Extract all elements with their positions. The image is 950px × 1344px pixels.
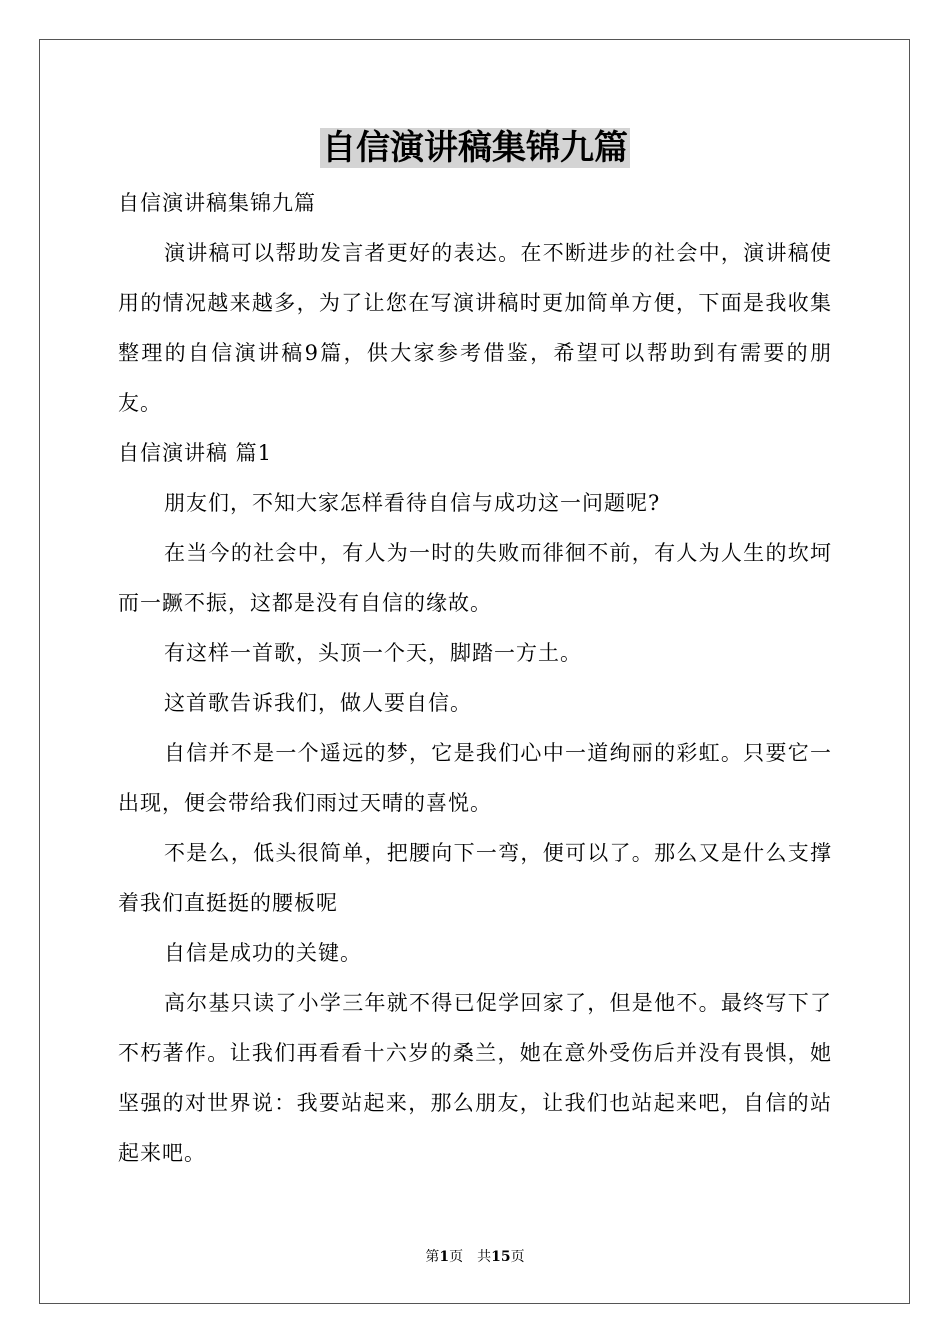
total-pages-number: 15 xyxy=(491,1249,511,1265)
paragraph: 高尔基只读了小学三年就不得已促学回家了，但是他不。最终写下了不朽著作。让我们再看看十六岁的桑兰，她在意外受伤后并没有畏惧，她坚强的对世界说：我要站起来，那么朋友，让我们也站起来吧，自信的站起来吧。 xyxy=(118,991,832,1165)
page-footer xyxy=(0,1247,950,1267)
paragraph: 不是么，低头很简单，把腰向下一弯，便可以了。那么又是什么支撑着我们直挺挺的腰板呢 xyxy=(118,841,832,915)
paragraph: 有这样一首歌，头顶一个天，脚踏一方土。 xyxy=(164,641,582,665)
paragraph: 朋友们，不知大家怎样看待自信与成功这一问题呢? xyxy=(164,491,661,515)
footer-prefix: 第 xyxy=(425,1249,440,1265)
footer-suffix: 页 xyxy=(510,1249,525,1265)
paragraph: 这首歌告诉我们，做人要自信。 xyxy=(164,691,472,715)
paragraph: 在当今的社会中，有人为一时的失败而徘徊不前，有人为人生的坎坷而一蹶不振，这都是没有自信的缘故。 xyxy=(118,541,832,615)
footer-middle: 页 共 xyxy=(449,1249,492,1265)
document-title-text: 自信演讲稿集锦九篇 xyxy=(322,128,628,168)
document-title xyxy=(0,126,950,170)
document-body xyxy=(118,178,832,1178)
paragraph: 演讲稿可以帮助发言者更好的表达。在不断进步的社会中，演讲稿使用的情况越来越多，为了让您在写演讲稿时更加简单方便，下面是我收集整理的自信演讲稿9篇，供大家参考借鉴，希望可以帮助到有需要的朋友。 xyxy=(118,241,832,415)
paragraph: 自信并不是一个遥远的梦，它是我们心中一道绚丽的彩虹。只要它一出现，便会带给我们雨过天晴的喜悦。 xyxy=(118,741,832,815)
paragraph: 自信演讲稿 篇1 xyxy=(118,441,273,465)
paragraph: 自信是成功的关键。 xyxy=(164,941,362,965)
current-page-number: 1 xyxy=(439,1249,450,1265)
paragraph: 自信演讲稿集锦九篇 xyxy=(118,191,316,215)
